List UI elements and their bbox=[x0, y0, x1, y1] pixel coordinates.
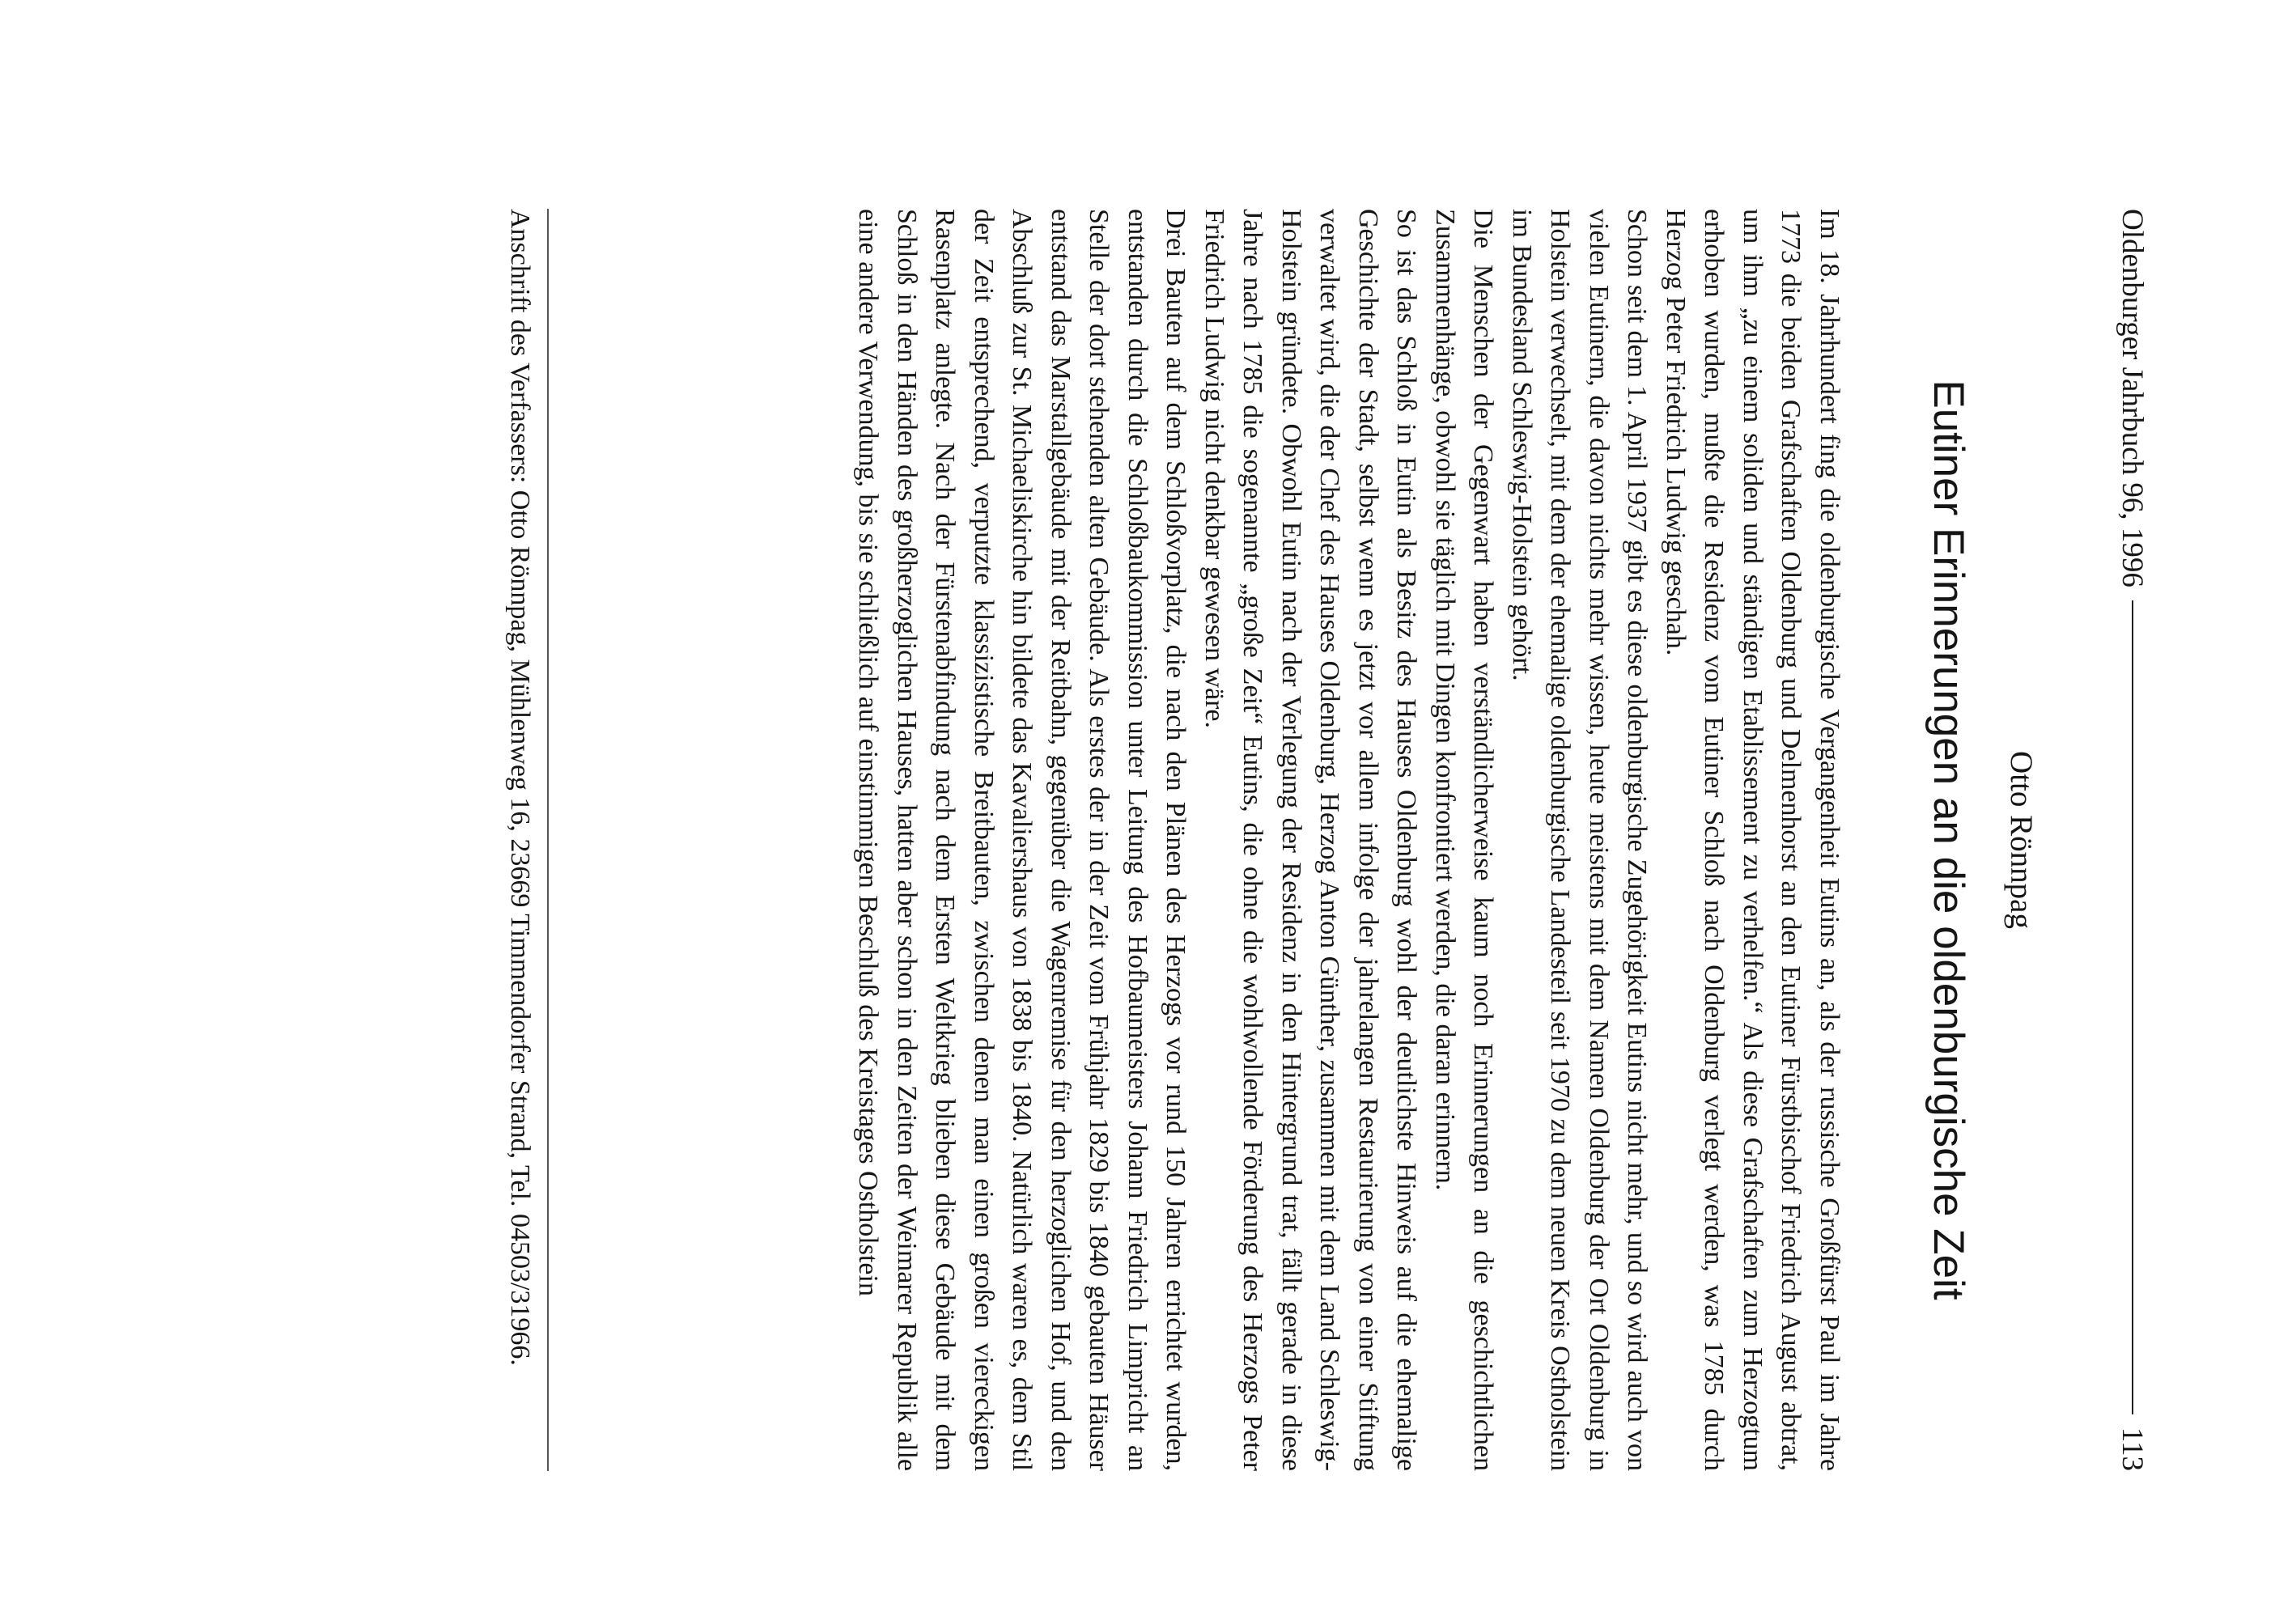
journal-reference: Oldenburger Jahrbuch 96, 1996 bbox=[2116, 209, 2150, 587]
page-number: 113 bbox=[2116, 1427, 2150, 1471]
header-rule bbox=[2132, 600, 2133, 1414]
author-address-footnote: Anschrift des Verfassers: Otto Rönnpag, Mühlenweg 16, 23669 Timmendorfer Strand, Tel. 04503/31966. bbox=[505, 209, 535, 1366]
rotated-page bbox=[316, 209, 2153, 1471]
body-paragraph: Schon seit dem 1. April 1937 gibt es diese oldenburgische Zugehörigkeit Eutins nicht mehr, und so wird auch von vielen Eutinern, die davon nichts mehr wissen, heute meistens mit dem Namen Oldenburg der Ort Oldenburg in Holstein verwechselt, mit dem der ehemalige oldenburgische Landesteil seit 1970 zu dem neuen Kreis Ostholstein im Bundesland Schleswig-Holstein gehört. bbox=[1507, 209, 1653, 1471]
body-paragraph: Die Menschen der Gegenwart haben verständlicherweise kaum noch Erinnerungen an die geschichtlichen Zusammenhänge, obwohl sie täglich mit Dingen konfrontiert werden, die daran erinnern. bbox=[1430, 209, 1499, 1471]
body-paragraph: Im 18. Jahrhundert fing die oldenburgische Vergangenheit Eutins an, als der russische Großfürst Paul im Jahre 1773 die beiden Grafschaften Oldenburg und Delmenhorst an den Eutiner Fürstbischof Friedrich August abtrat, um ihm „zu einem soliden und ständigen Etablissement zu verhelfen.“ Als diese Grafschaften zum Herzogtum erhoben wurden, mußte die Residenz vom Eutiner Schloß nach Oldenburg verlegt werden, was 1785 durch Herzog Peter Friedrich Ludwig geschah. bbox=[1661, 209, 1844, 1471]
body-paragraph: So ist das Schloß in Eutin als Besitz des Hauses Oldenburg wohl der deutlichste Hinweis auf die ehemalige Geschichte der Stadt, selbst wenn es jetzt vor allem infolge der jahrelangen Restaurierung von einer Stiftung verwaltet wird, die der Chef des Hauses Oldenburg, Herzog Anton Günther, zusammen mit dem Land Schleswig-Holstein gründete. Obwohl Eutin nach der Verlegung der Residenz in den Hintergrund trat, fällt gerade in diese Jahre nach 1785 die sogenannte „große Zeit“ Eutins, die ohne die wohlwollende Förderung des Herzogs Peter Friedrich Ludwig nicht denkbar gewesen wäre. bbox=[1199, 209, 1422, 1471]
article-title: Eutiner Erinnerungen an die oldenburgische Zeit bbox=[1925, 379, 1972, 1300]
running-head bbox=[2112, 209, 2153, 1471]
article-author: Otto Rönnpag bbox=[2004, 751, 2039, 929]
footnote-divider bbox=[547, 209, 549, 1471]
article-body bbox=[849, 209, 1848, 1471]
body-paragraph: Drei Bauten auf dem Schloßvorplatz, die nach den Plänen des Herzogs vor rund 150 Jahren errichtet wurden, entstanden durch die Schloßbaukommission unter Leitung des Hofbaumeisters Johann Friedrich Limpricht an Stelle der dort stehenden alten Gebäude. Als erstes der in der Zeit vom Frühjahr 1829 bis 1840 gebauten Häuser entstand das Marstallgebäude mit der Reitbahn, gegenüber die Wagenremise für den herzoglichen Hof, und den Abschluß zur St. Michaeliskirche hin bildete das Kavaliershaus von 1838 bis 1840. Natürlich waren es, dem Stil der Zeit entsprechend, verputzte klassizistische Breitbauten, zwischen denen man einen großen viereckigen Rasenplatz anlegte. Nach der Fürstenabfindung nach dem Ersten Weltkrieg blieben diese Gebäude mit dem Schloß in den Händen des großherzoglichen Hauses, hatten aber schon in den Zeiten der Weimarer Republik alle eine andere Verwendung, bis sie schließlich auf einstimmigen Beschluß des Kreistages Ostholstein bbox=[853, 209, 1191, 1471]
